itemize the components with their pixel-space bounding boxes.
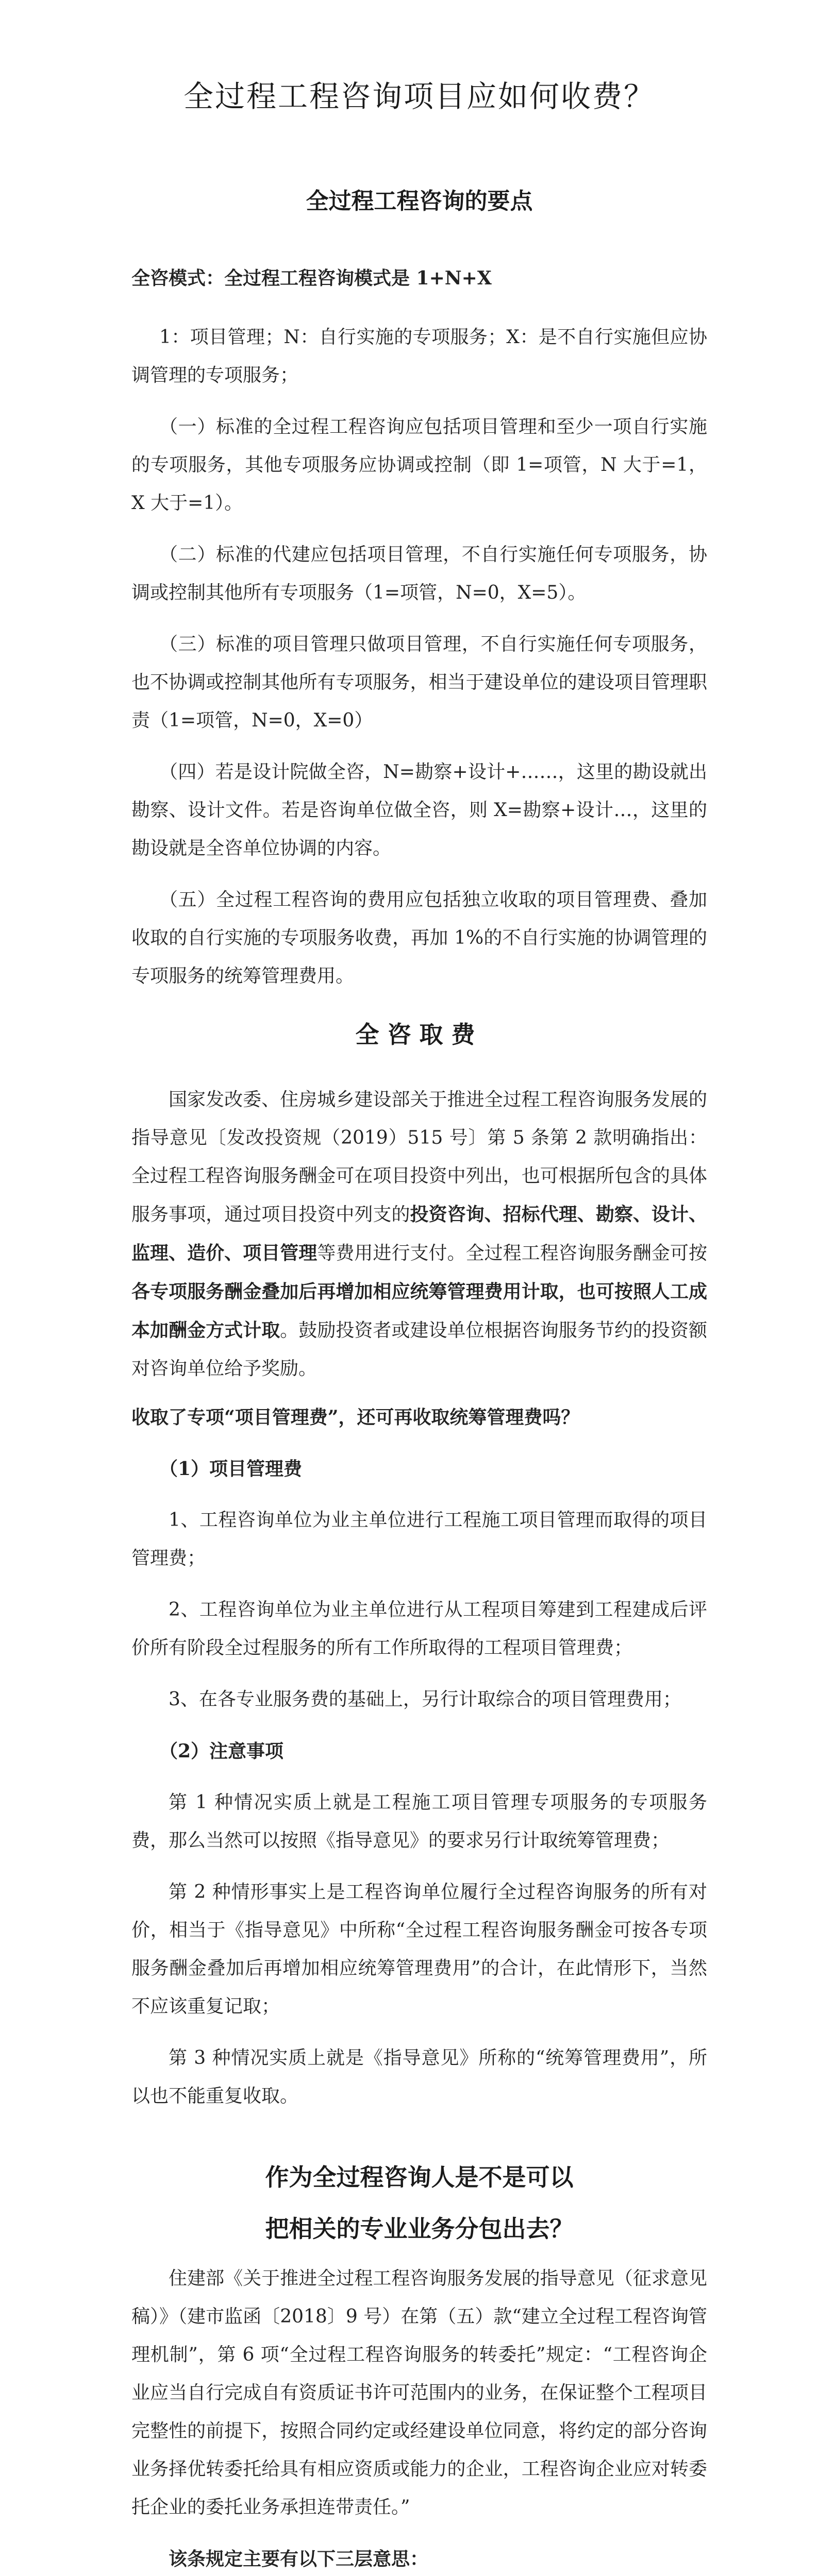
note-item: 第 1 种情况实质上就是工程施工项目管理专项服务的专项服务费，那么当然可以按照《指导意见》的要求另行计取统筹管理费； — [131, 1792, 707, 1851]
fee-policy-text-1: 国家发改委、住房城乡建设部关于推进全过程工程咨询服务发展的指导意见〔发改投资规（2019）515 号〕第 5 条第 2 款明确指出：全过程工程咨询服务酬金可在项目投资中列出，也可根据所包含的具体服务事项，通过项目投资中列支的 — [131, 1089, 707, 1225]
fee-policy-text-3: 。鼓励投资者或建设单位根据咨询服务节约的投资额对咨询单位给予奖励。 — [131, 1320, 707, 1379]
key-point-item: （四）若是设计院做全咨，N=勘察+设计+……，这里的勘设就出勘察、设计文件。若是咨询单位做全咨，则 X=勘察+设计…，这里的勘设就是全咨单位协调的内容。 — [131, 761, 707, 859]
note-item: 第 3 种情况实质上就是《指导意见》所称的“统筹管理费用”，所以也不能重复收取。 — [131, 2047, 707, 2107]
subheading-project-management-fee: （1）项目管理费 — [159, 1458, 303, 1480]
fee-item: 2、工程咨询单位为业主单位进行从工程项目筹建到工程建成后评价所有阶段全过程服务的所有工作所取得的工程项目管理费； — [131, 1599, 707, 1658]
fee-policy-bold-2: 各专项服务酬金叠加后再增加相应统筹管理费用计取，也可按照人工成本加酬金方式计取 — [131, 1281, 707, 1341]
mode-intro-paragraph: 1：项目管理；N：自行实施的专项服务；X：是不自行实施但应协调管理的专项服务； — [131, 327, 707, 386]
section-heading-key-points: 全过程工程咨询的要点 — [306, 188, 533, 214]
subcontract-heading-line-1: 作为全过程咨询人是不是可以 — [265, 2163, 574, 2191]
section-heading-fees: 全咨取费 — [355, 1021, 483, 1048]
key-point-item: （一）标准的全过程工程咨询应包括项目管理和至少一项自行实施的专项服务，其他专项服务应协调或控制（即 1=项管，N 大于=1，X 大于=1）。 — [131, 416, 707, 514]
fee-item: 1、工程咨询单位为业主单位进行工程施工项目管理而取得的项目管理费； — [131, 1510, 707, 1569]
key-point-item: （三）标准的项目管理只做项目管理，不自行实施任何专项服务，也不协调或控制其他所有专项服务，相当于建设单位的建设项目管理职责（1=项管，N=0，X=0） — [131, 634, 707, 731]
mode-label: 全咨模式： — [131, 267, 225, 289]
key-point-item: （五）全过程工程咨询的费用应包括独立收取的项目管理费、叠加收取的自行实施的专项服务收费，再加 1%的不自行实施的协调管理的专项服务的统筹管理费用。 — [131, 889, 707, 987]
fee-policy-bold-1: 投资咨询、招标代理、勘察、设计、监理、造价、项目管理 — [131, 1204, 707, 1264]
mode-text: 全过程工程咨询模式是 1+N+X — [224, 267, 492, 289]
fee-policy-paragraph — [131, 1081, 707, 1388]
subcontract-heading-line-2: 把相关的专业业务分包出去？ — [265, 2215, 574, 2243]
article-title: 全过程工程咨询项目应如何收费？ — [183, 79, 655, 114]
mode-line — [131, 259, 707, 298]
section-heading-subcontract — [131, 2151, 707, 2255]
note-item: 第 2 种情形事实上是工程咨询单位履行全过程咨询服务的所有对价，相当于《指导意见》中所称“全过程工程咨询服务酬金可按各专项服务酬金叠加后再增加相应统筹管理费用”的合计，在此情形下，当然不应该重复记取； — [131, 1882, 707, 2017]
regulation-summary-intro: 该条规定主要有以下三层意思： — [169, 2548, 429, 2570]
fee-question: 收取了专项“项目管理费”，还可再收取统筹管理费吗？ — [131, 1406, 580, 1428]
fee-item: 3、在各专业服务费的基础上，另行计取综合的项目管理费用； — [169, 1689, 681, 1710]
key-point-item: （二）标准的代建应包括项目管理，不自行实施任何专项服务，协调或控制其他所有专项服务（1=项管，N=0，X=5）。 — [131, 544, 707, 603]
fee-policy-text-2: 等费用进行支付。全过程工程咨询服务酬金可按 — [317, 1243, 707, 1264]
regulation-paragraph: 住建部《关于推进全过程工程咨询服务发展的指导意见（征求意见稿）》（建市监函〔2018〕9 号）在第（五）款“建立全过程工程咨询管理机制”，第 6 项“全过程工程咨询服务的转委托”规定：“工程咨询企业应当自行完成自有资质证书许可范围内的业务，在保证整个工程项目完整性的前提下，按照合同约定或经建设单位同意，将约定的部分咨询业务择优转委托给具有相应资质或能力的企业，工程咨询企业应对转委托企业的委托业务承担连带责任。” — [131, 2268, 707, 2518]
subheading-notes: （2）注意事项 — [159, 1740, 284, 1762]
